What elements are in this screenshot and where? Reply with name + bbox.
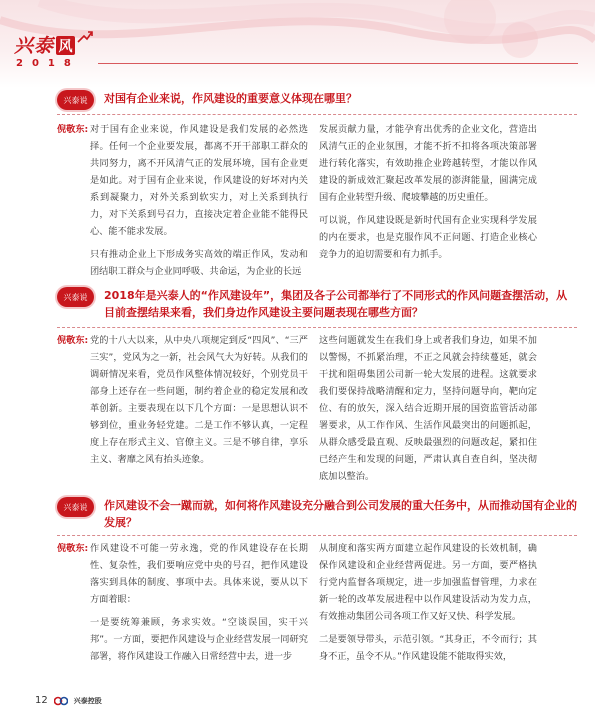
paragraph: 发展贡献力量，才能孕育出优秀的企业文化，营造出风清气正的企业氛围，才能不折不扣将各项决策部署进行转化落实，有效助推企业跨越转型，才能以作风建设的新成效汇聚起改革发展的澎湃能量，圆满完成国有企业转型升级、爬坡攀越的历史重任。 xyxy=(319,124,537,203)
answer-column-left xyxy=(90,540,308,671)
question-2 xyxy=(57,287,577,321)
question-badge: 兴泰说 xyxy=(57,287,94,307)
speaker-name: 倪敬东: xyxy=(57,543,89,554)
answer-1 xyxy=(57,121,577,281)
answer-column-left xyxy=(90,121,308,286)
speaker-name: 倪敬东: xyxy=(57,335,89,346)
answer-column-right xyxy=(319,332,537,491)
paragraph: 这些问题就发生在我们身上或者我们身边，如果不加以警惕，不抓紧治理，不正之风就会持续蔓延，就会干扰和阻碍集团公司新一轮大发展的进程。这就要求我们要保持战略清醒和定力，坚持问题导向，靶向定位、有的放矢，深入结合近期开展的国资监管活动部署要求，从工作作风、生活作风最突出的问题抓起，从群众感受最直观、反映最强烈的问题改起，紧扣住已经产生和发现的问题，严肃认真自查自纠，坚决彻底加以整治。 xyxy=(319,335,537,482)
brand-mark: 风 xyxy=(56,36,75,55)
paragraph: 对于国有企业来说，作风建设是我们发展的必然选择。任何一个企业要发展，都离不开干部职工群众的共同努力，离不开风清气正的发展环境，国有企业更是如此。对于国有企业来说，作风建设的好坏对内关系到凝聚力，对外关系到软实力，对上关系到执行力，对下关系到号召力，直接决定着企业能不能得民心、能不能求发展。 xyxy=(90,124,308,237)
answer-3 xyxy=(57,540,577,690)
brand-year: 2018 xyxy=(16,58,80,69)
paragraph: 可以说，作风建设既是新时代国有企业实现科学发展的内在要求，也是克服作风不正问题、打造企业核心竞争力的迫切需要和有力抓手。 xyxy=(319,215,537,260)
answer-column-right xyxy=(319,540,537,671)
question-text: 作风建设不会一蹴而就，如何将作风建设充分融合到公司发展的重大任务中，从而推动国有企业的发展？ xyxy=(104,499,577,529)
footer-logo-icon xyxy=(54,696,68,706)
answer-2 xyxy=(57,332,577,492)
paragraph: 二是要领导带头，示范引领。“其身正，不令而行；其身不正，虽令不从。”作风建设能不能取得实效， xyxy=(319,634,537,662)
question-badge: 兴泰说 xyxy=(57,90,94,110)
page-number: 12 xyxy=(35,695,48,706)
paragraph: 一是要统筹兼顾，务求实效。“空谈误国，实干兴邦”。一方面，要把作风建设与企业经营发展一同研究部署，将作风建设工作融入日常经营中去，进一步 xyxy=(90,617,308,662)
answer-column-left xyxy=(90,332,308,474)
question-badge: 兴泰说 xyxy=(57,497,94,517)
paragraph: 只有推动企业上下形成务实高效的端正作风，发动和团结职工群众与企业同呼吸、共命运，为企业的长远 xyxy=(90,249,308,277)
dashed-divider xyxy=(57,114,577,115)
question-1 xyxy=(57,90,577,110)
brand-title: 兴泰 xyxy=(14,35,55,57)
question-3 xyxy=(57,497,577,531)
dashed-divider xyxy=(57,535,577,536)
speaker-name: 倪敬东: xyxy=(57,124,89,135)
paragraph: 从制度和落实两方面建立起作风建设的长效机制，确保作风建设和企业经营两促进。另一方面，要严格执行党内监督各项规定，进一步加强监督管理，力求在新一轮的改革发展进程中以作风建设活动为发力点，有效推动集团公司各项工作又好又快、科学发展。 xyxy=(319,543,537,622)
rising-arrow-icon xyxy=(77,30,93,44)
header-divider xyxy=(98,63,578,64)
paragraph: 党的十八大以来，从中央八项规定到反“四风”、“三严三实”，党风为之一新，社会风气大为好转。从我们的调研情况来看，党员作风整体情况较好，个别党员干部身上还存在一些问题，制约着企业的稳定发展和改革创新。主要表现在以下几个方面：一是思想认识不够到位，重业务轻党建。二是工作不够认真，一定程度上存在形式主义、官僚主义。三是不够自律，享乐主义、奢靡之风有抬头迹象。 xyxy=(90,335,308,465)
footer-brand: 兴泰控股 xyxy=(73,696,102,705)
question-text: 对国有企业来说，作风建设的重要意义体现在哪里？ xyxy=(104,92,357,105)
dashed-divider xyxy=(57,327,577,328)
answer-column-right xyxy=(319,121,537,269)
page-footer xyxy=(35,695,102,706)
paragraph: 作风建设不可能一劳永逸，党的作风建设存在长期性、复杂性，我们要响应党中央的号召，把作风建设落实到具体的制度、事项中去。具体来说，要从以下方面着眼： xyxy=(90,543,308,605)
question-text: 2018年是兴泰人的“作风建设年”，集团及各子公司都举行了不同形式的作风问题查摆活动，从目前查摆结果来看，我们身边作风建设主要问题表现在哪些方面？ xyxy=(104,289,568,319)
brand-logo xyxy=(14,30,93,58)
